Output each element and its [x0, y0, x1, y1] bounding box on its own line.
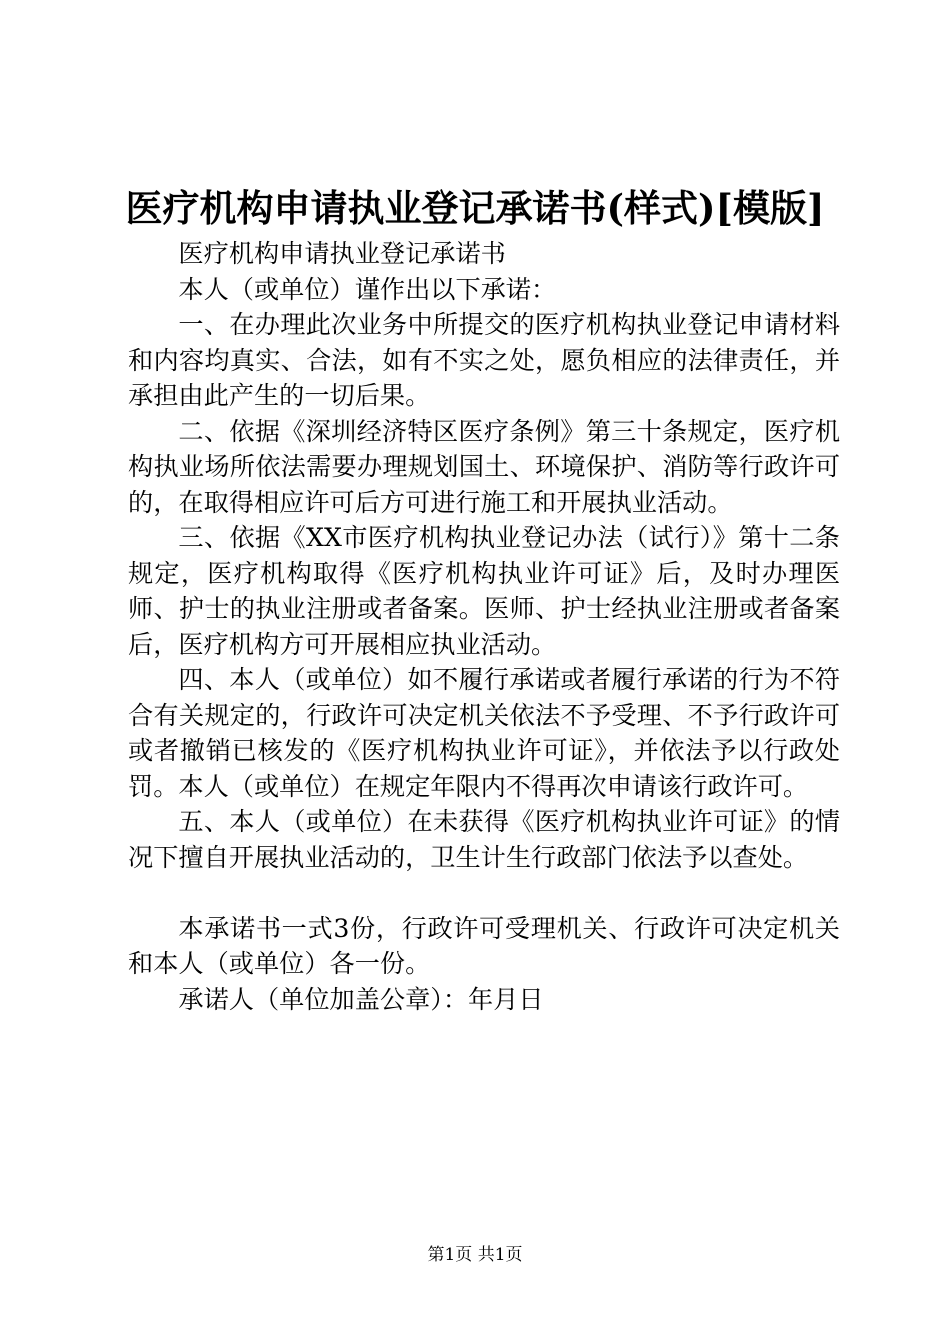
- page-number: 第1页 共1页: [427, 1245, 523, 1265]
- clause-4-paragraph: 四、本人（或单位）如不履行承诺或者履行承诺的行为不符合有关规定的，行政许可决定机关依法不予受理、不予行政许可或者撤销已核发的《医疗机构执业许可证》，并依法予以行政处罚。本人（或单位）在规定年限内不得再次申请该行政许可。: [128, 665, 840, 801]
- document-title: 医疗机构申请执业登记承诺书(样式)[模版]: [125, 186, 825, 230]
- intro-paragraph: 本人（或单位）谨作出以下承诺：: [178, 274, 557, 304]
- subtitle-paragraph: 医疗机构申请执业登记承诺书: [178, 239, 506, 268]
- document-body: [128, 236, 840, 1017]
- clause-1-paragraph: 一、在办理此次业务中所提交的医疗机构执业登记申请材料和内容均真实、合法，如有不实之处，愿负相应的法律责任，并承担由此产生的一切后果。: [128, 310, 840, 410]
- signature-line: 承诺人（单位加盖公章）：年月日: [178, 984, 544, 1014]
- copies-paragraph: 本承诺书一式3份，行政许可受理机关、行政许可决定机关和本人（或单位）各一份。: [128, 913, 840, 978]
- clause-2-paragraph: 二、依据《深圳经济特区医疗条例》第三十条规定，医疗机构执业场所依法需要办理规划国土、环境保护、消防等行政许可的，在取得相应许可后方可进行施工和开展执业活动。: [128, 416, 840, 517]
- clause-3-paragraph: 三、依据《XX市医疗机构执业登记办法（试行）》第十二条规定，医疗机构取得《医疗机构执业许可证》后，及时办理医师、护士的执业注册或者备案。医师、护士经执业注册或者备案后，医疗机构方可开展相应执业活动。: [128, 523, 840, 659]
- clause-5-paragraph: 五、本人（或单位）在未获得《医疗机构执业许可证》的情况下擅自开展执业活动的，卫生计生行政部门依法予以查处。: [128, 807, 840, 872]
